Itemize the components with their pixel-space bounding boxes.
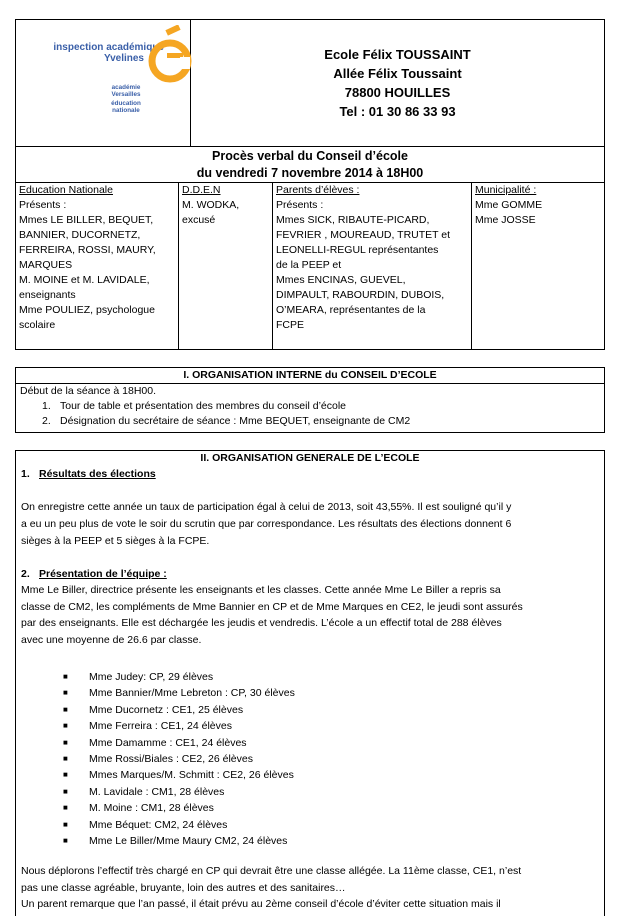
list-item <box>42 414 600 429</box>
list-item <box>63 718 600 734</box>
section-1-intro: Début de la séance à 18H00. <box>20 385 157 397</box>
logo-small-3: éducation <box>111 100 141 107</box>
participant-line: Mme GOMME <box>475 199 543 211</box>
participant-line: FCPE <box>276 319 305 331</box>
item-text: Tour de table et présentation des membres du conseil d’école <box>60 400 347 412</box>
list-item <box>63 784 600 800</box>
team-paragraph <box>21 582 600 648</box>
participant-line: BANNIER, DUCORNETZ, <box>19 229 141 241</box>
academy-logo <box>16 20 191 146</box>
logo-line-2: Yvelines <box>103 53 144 64</box>
class-entry: Mme Ferreira : CE1, 24 élèves <box>89 720 232 733</box>
dden-heading: D.D.E.N <box>182 184 221 196</box>
document-title: Procès verbal du Conseil d’école <box>212 149 408 163</box>
school-city: 78800 HOUILLES <box>344 85 451 100</box>
item-number: 1. <box>42 400 51 412</box>
section-1-list <box>20 399 600 429</box>
subheading-team <box>21 567 600 582</box>
participant-line: FERREIRA, ROSSI, MAURY, <box>19 244 156 256</box>
participant-line: Mme JOSSE <box>475 214 536 226</box>
class-entry: M. Moine : CM1, 28 élèves <box>89 802 214 815</box>
section-1 <box>15 367 605 433</box>
header-box <box>15 19 605 147</box>
list-item <box>63 817 600 833</box>
list-item <box>63 833 600 849</box>
dden-column <box>179 183 273 349</box>
bullet-square-icon: ■ <box>63 754 68 764</box>
bullet-square-icon: ■ <box>63 704 68 714</box>
paragraph-line: Nous déplorons l’effectif très chargé en CP qui devrait être une classe allégée. La 11ème classe, CE1, n’est <box>21 865 522 878</box>
paragraph-line: On enregistre cette année un taux de participation égal à celui de 2013, soit 43,55%. Il est souligné qu’il y <box>21 501 512 513</box>
section-2-body <box>16 467 604 913</box>
parents-column <box>273 183 472 349</box>
subheading-number: 2. <box>21 568 30 580</box>
participant-line: O’MEARA, représentantes de la <box>276 304 426 316</box>
list-item <box>63 735 600 751</box>
bullet-square-icon: ■ <box>63 672 68 681</box>
bullet-square-icon: ■ <box>63 786 68 796</box>
school-name: Ecole Félix TOUSSAINT <box>324 47 471 62</box>
bullet-square-icon: ■ <box>63 819 68 829</box>
participant-line: enseignants <box>19 289 76 301</box>
section-1-title: I. ORGANISATION INTERNE du CONSEIL D’ECOLE <box>16 368 604 384</box>
class-entry: M. Lavidale : CM1, 28 élèves <box>89 785 225 798</box>
bullet-square-icon: ■ <box>63 770 68 780</box>
section-1-body <box>16 384 604 429</box>
participant-line: MARQUES <box>19 259 73 271</box>
class-entry: Mme Le Biller/Mme Maury CM2, 24 élèves <box>89 835 288 848</box>
list-item <box>63 702 600 718</box>
participant-line: M. MOINE et M. LAVIDALE, <box>19 274 150 286</box>
participants-table <box>15 183 605 350</box>
parents-heading: Parents d’élèves : <box>276 184 360 196</box>
participant-line: FEVRIER , MOUREAUD, TRUTET et <box>276 229 451 241</box>
logo-small-2: Versailles <box>111 91 141 98</box>
list-item <box>63 751 600 767</box>
paragraph-line: avec une moyenne de 26.6 par classe. <box>21 633 202 646</box>
bullet-square-icon: ■ <box>63 737 68 747</box>
paragraph-line: Un parent remarque que l’an passé, il était prévu au 2ème conseil d’école d’éviter cette situation mais il <box>21 898 501 911</box>
participant-line: M. WODKA, <box>182 199 240 211</box>
paragraph-line: classe de CM2, les compléments de Mme Bannier en CP et de Mme Marques en CE2, le jeudi sont assurés <box>21 600 523 613</box>
class-entry: Mme Rossi/Biales : CE2, 26 élèves <box>89 753 253 766</box>
subheading-elections <box>21 467 600 482</box>
class-entry: Mme Damamme : CE1, 24 élèves <box>89 736 247 749</box>
bullet-square-icon: ■ <box>63 803 68 813</box>
logo-subtext <box>96 84 156 114</box>
municipalite-column <box>472 183 604 349</box>
class-entry: Mme Ducornetz : CE1, 25 élèves <box>89 703 244 716</box>
elections-paragraph <box>21 499 600 550</box>
participant-line: DIMPAULT, RABOURDIN, DUBOIS, <box>276 289 445 301</box>
participant-line: Mmes ENCINAS, GUEVEL, <box>276 274 406 286</box>
class-entry: Mmes Marques/M. Schmitt : CE2, 26 élèves <box>89 769 294 782</box>
paragraph-line: Mme Le Biller, directrice présente les enseignants et les classes. Cette année Mme Le Biller a repris sa <box>21 584 501 596</box>
list-item <box>42 399 600 414</box>
bullet-square-icon: ■ <box>63 688 68 698</box>
school-street: Allée Félix Toussaint <box>333 66 462 81</box>
list-item <box>63 767 600 783</box>
subheading-text: Présentation de l’équipe : <box>39 568 167 580</box>
participant-line: Mmes LE BILLER, BEQUET, <box>19 214 154 226</box>
class-entry: Mme Judey: CP, 29 élèves <box>89 671 214 683</box>
list-item <box>63 685 600 701</box>
subheading-text: Résultats des élections <box>39 468 156 480</box>
item-text: Désignation du secrétaire de séance : Mme BEQUET, enseignante de CM2 <box>60 415 411 427</box>
logo-small-4: nationale <box>112 107 140 114</box>
list-item <box>63 800 600 816</box>
paragraph-line: sièges à la PEEP et 5 sièges à la FCPE. <box>21 535 210 547</box>
participant-line: de la PEEP et <box>276 259 342 271</box>
logo-line-1: inspection académique <box>53 42 164 53</box>
paragraph-line: pas une classe agréable, bruyante, loin des autres et des sanitaires… <box>21 881 346 894</box>
subheading-number: 1. <box>21 468 30 480</box>
bullet-square-icon: ■ <box>63 721 68 731</box>
item-number: 2. <box>42 415 51 427</box>
section-2-title: II. ORGANISATION GENERALE DE L’ECOLE <box>200 452 420 464</box>
education-heading: Education Nationale <box>19 184 113 196</box>
school-address <box>191 20 604 146</box>
class-entry: Mme Bannier/Mme Lebreton : CP, 30 élèves <box>89 687 295 700</box>
municipalite-heading: Municipalité : <box>475 184 537 196</box>
participant-line: Présents : <box>19 199 67 211</box>
document-title-box <box>15 147 605 183</box>
participant-line: excusé <box>182 214 216 226</box>
document-date: du vendredi 7 novembre 2014 à 18H00 <box>196 166 424 180</box>
logo-e-icon <box>148 25 194 95</box>
section-2 <box>15 450 605 916</box>
paragraph-line: par des enseignants. Elle est déchargée les jeudis et vendredis. L’école a un effectif total de 288 élèves <box>21 617 502 629</box>
education-column <box>16 183 179 349</box>
participant-line: Mmes SICK, RIBAUTE-PICARD, <box>276 214 430 226</box>
school-phone: Tel : 01 30 86 33 93 <box>339 104 456 119</box>
logo-small-1: académie <box>111 84 141 91</box>
closing-paragraph <box>21 863 600 913</box>
bullet-square-icon: ■ <box>63 836 68 846</box>
participant-line: Mme POULIEZ, psychologue <box>19 304 155 316</box>
participant-line: Présents : <box>276 199 324 211</box>
logo-wordmark <box>24 42 164 64</box>
list-item <box>63 669 600 685</box>
class-entry: Mme Béquet: CM2, 24 élèves <box>89 818 228 831</box>
participant-line: scolaire <box>19 319 56 331</box>
class-list <box>21 669 600 849</box>
participant-line: LEONELLI-REGUL représentantes <box>276 244 439 256</box>
paragraph-line: a eu un peu plus de vote le soir du scrutin que par correspondance. Les résultats des élections donnent 6 <box>21 518 512 530</box>
